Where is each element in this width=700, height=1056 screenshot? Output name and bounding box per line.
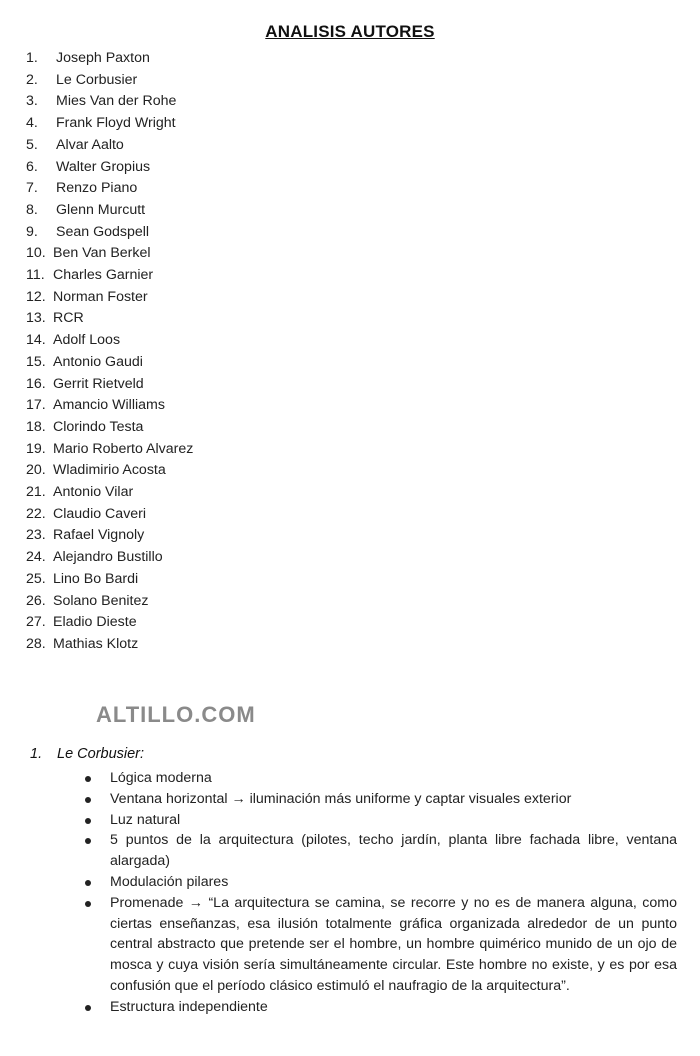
author-number: 18. [26, 418, 46, 435]
section-points-list [85, 768, 677, 1018]
author-list-item [26, 569, 193, 591]
author-list-item [26, 222, 193, 244]
author-name: Alejandro Bustillo [53, 549, 163, 566]
author-number: 6. [26, 158, 38, 175]
author-name: Alvar Aalto [56, 136, 124, 153]
author-name: Antonio Vilar [53, 484, 134, 501]
author-list-item [26, 482, 193, 504]
author-number: 25. [26, 570, 46, 587]
bullet-icon [85, 1005, 91, 1011]
bullet-icon [85, 797, 91, 803]
author-list-item [26, 352, 193, 374]
author-number: 15. [26, 353, 46, 370]
author-name: Adolf Loos [53, 332, 121, 349]
authors-list [26, 48, 193, 656]
author-number: 17. [26, 397, 46, 414]
author-list-item [26, 417, 193, 439]
author-list-item [26, 525, 193, 547]
section-point [85, 997, 677, 1018]
author-number: 24. [26, 549, 46, 566]
section-point [85, 872, 677, 893]
bullet-icon [85, 880, 91, 886]
author-name: RCR [53, 310, 84, 327]
author-name: Charles Garnier [53, 267, 154, 284]
point-text: Lógica moderna [110, 770, 212, 786]
author-number: 11. [26, 267, 45, 284]
author-number: 3. [26, 93, 38, 110]
author-number: 9. [26, 223, 38, 240]
author-number: 19. [26, 440, 46, 457]
section-point [85, 789, 677, 810]
author-list-item [26, 547, 193, 569]
author-name: Lino Bo Bardi [53, 570, 139, 587]
author-number: 22. [26, 505, 46, 522]
author-name: Solano Benitez [53, 592, 149, 609]
author-name: Eladio Dieste [53, 614, 137, 631]
author-number: 23. [26, 527, 46, 544]
author-number: 8. [26, 201, 38, 218]
author-list-item [26, 439, 193, 461]
point-text: Luz natural [110, 811, 181, 828]
section-point [85, 830, 677, 872]
author-number: 2. [26, 71, 38, 88]
author-list-item [26, 634, 193, 656]
author-number: 10. [26, 245, 46, 262]
section-heading [30, 746, 144, 762]
author-name: Glenn Murcutt [56, 201, 146, 218]
bullet-icon [85, 901, 91, 907]
point-text: Estructura independiente [110, 998, 268, 1015]
author-list-item [26, 265, 193, 287]
author-list-item [26, 287, 193, 309]
author-name: Amancio Williams [53, 397, 165, 414]
point-text: 5 puntos de la arquitectura (pilotes, techo jardín, planta libre fachada libre, ventana alargada) [110, 832, 677, 870]
author-number: 28. [26, 635, 46, 652]
author-number: 14. [26, 332, 46, 349]
author-name: Frank Floyd Wright [56, 115, 176, 132]
author-number: 26. [26, 592, 46, 609]
point-text: Modulación pilares [110, 873, 229, 890]
author-list-item [26, 374, 193, 396]
author-name: Le Corbusier [56, 71, 138, 88]
section-point [85, 768, 677, 789]
author-name: Ben Van Berkel [53, 245, 151, 262]
point-text: Promenade → “La arquitectura se camina, se recorre y no es de manera alguna, como ciertas enseñanzas, esa ilusión totalmente gráfica organizada alrededor de un punto central abstracto que pretende ser el hombre, un hombre quimérico munido de un ojo de mosca y cuya visión sería simultáneamente circular. Este hombre no existe, y es por esa confusión que el período clásico estimuló el naufragio de la arquitectura”. [110, 894, 677, 994]
author-name: Rafael Vignoly [53, 527, 145, 544]
author-number: 4. [26, 115, 38, 132]
watermark: ALTILLO.COM [96, 702, 256, 727]
author-list-item [26, 48, 193, 70]
author-name: Claudio Caveri [53, 505, 147, 522]
section-point [85, 893, 677, 997]
author-list-item [26, 178, 193, 200]
author-list-item [26, 135, 193, 157]
author-list-item [26, 460, 193, 482]
section-point [85, 810, 677, 831]
author-name: Antonio Gaudi [53, 353, 143, 370]
author-number: 7. [26, 180, 38, 197]
author-name: Norman Foster [53, 288, 148, 305]
author-number: 27. [26, 614, 46, 631]
author-number: 1. [26, 50, 38, 66]
author-number: 5. [26, 136, 38, 153]
author-list-item [26, 612, 193, 634]
author-name: Sean Godspell [56, 223, 150, 240]
author-list-item [26, 308, 193, 330]
bullet-icon [85, 776, 91, 782]
author-name: Wladimirio Acosta [53, 462, 166, 479]
author-list-item [26, 91, 193, 113]
section-title: Le Corbusier: [57, 746, 145, 762]
section-number: 1. [30, 746, 43, 762]
page-title: ANALISIS AUTORES [265, 22, 435, 41]
author-list-item [26, 243, 193, 265]
bullet-icon [85, 818, 91, 824]
author-number: 13. [26, 310, 46, 327]
author-name: Mario Roberto Alvarez [53, 440, 194, 457]
author-name: Mies Van der Rohe [56, 93, 177, 110]
author-number: 12. [26, 288, 46, 305]
author-number: 20. [26, 462, 46, 479]
author-list-item [26, 591, 193, 613]
author-list-item [26, 504, 193, 526]
author-name: Mathias Klotz [53, 635, 139, 652]
author-number: 21. [26, 484, 46, 501]
author-name: Clorindo Testa [53, 418, 144, 435]
author-list-item [26, 157, 193, 179]
author-number: 16. [26, 375, 46, 392]
author-list-item [26, 200, 193, 222]
author-list-item [26, 113, 193, 135]
author-name: Joseph Paxton [56, 50, 150, 66]
point-text: Ventana horizontal → iluminación más uniforme y captar visuales exterior [110, 790, 572, 807]
author-name: Renzo Piano [56, 180, 138, 197]
author-list-item [26, 395, 193, 417]
author-list-item [26, 330, 193, 352]
author-name: Walter Gropius [56, 158, 151, 175]
bullet-icon [85, 838, 91, 844]
author-list-item [26, 70, 193, 92]
author-name: Gerrit Rietveld [53, 375, 144, 392]
